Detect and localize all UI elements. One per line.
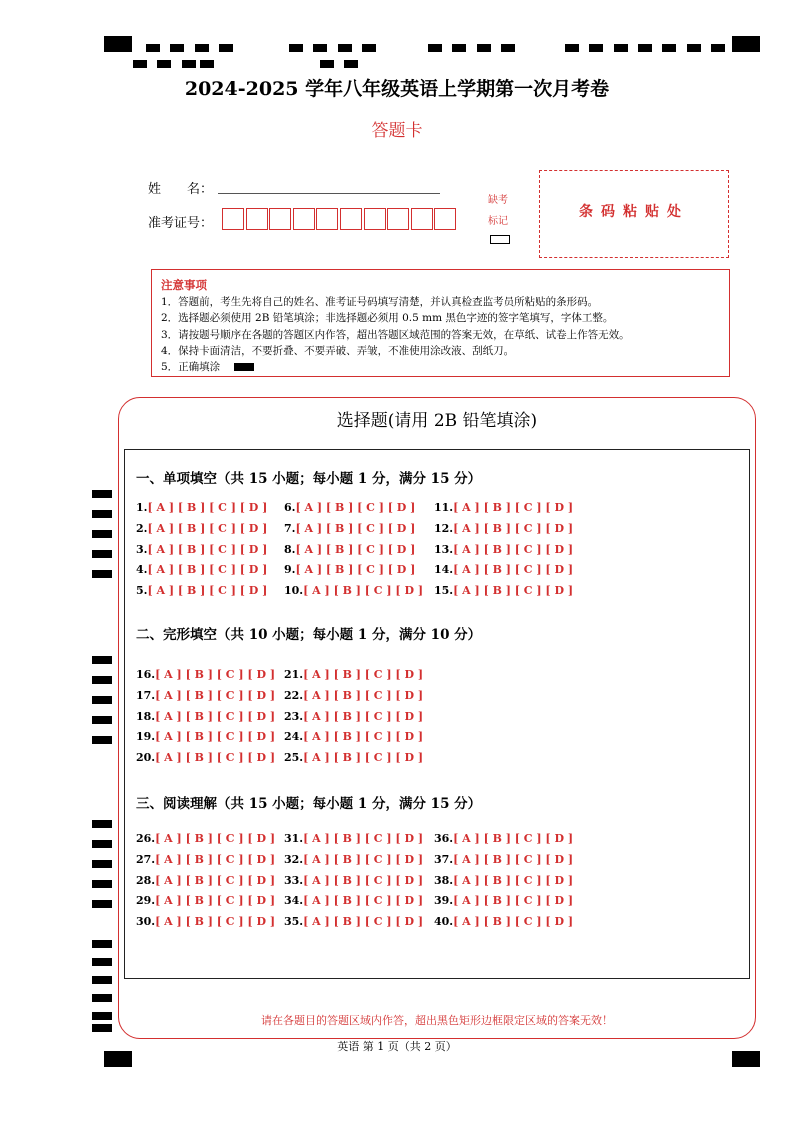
answer-options[interactable]: [ A ] [ B ] [ C ] [ D ] (155, 730, 276, 744)
question-item (136, 730, 275, 743)
question-number: 13. (434, 542, 454, 556)
question-item (136, 710, 275, 723)
timing-mark (92, 656, 112, 664)
question-number: 6. (284, 501, 296, 514)
absent-mark-box[interactable] (490, 235, 510, 244)
question-item (434, 832, 573, 845)
answer-options[interactable]: [ A ] [ B ] [ C ] [ D ] (303, 730, 424, 744)
answer-options[interactable]: [ A ] [ B ] [ C ] [ D ] (453, 894, 574, 908)
answer-options[interactable]: [ A ] [ B ] [ C ] [ D ] (155, 751, 276, 765)
question-number: 39. (434, 894, 454, 908)
question-number: 17. (136, 688, 156, 702)
question-item (136, 689, 275, 702)
answer-options[interactable]: [ A ] [ B ] [ C ] [ D ] (303, 668, 424, 681)
answer-options[interactable]: [ A ] [ B ] [ C ] [ D ] (453, 501, 574, 514)
answer-options[interactable]: [ A ] [ B ] [ C ] [ D ] (303, 832, 424, 845)
question-item (136, 832, 275, 845)
timing-mark (92, 900, 112, 908)
timing-mark (170, 44, 184, 52)
filled-example-mark (234, 363, 254, 371)
answer-options[interactable]: [ A ] [ B ] [ C ] [ D ] (155, 894, 276, 908)
answer-options[interactable]: [ A ] [ B ] [ C ] [ D ] (453, 915, 574, 929)
timing-mark (200, 60, 214, 68)
question-number: 34. (284, 894, 304, 908)
name-field[interactable] (218, 193, 440, 194)
question-item (136, 522, 267, 535)
question-number: 2. (136, 521, 148, 535)
question-number: 26. (136, 832, 156, 845)
timing-mark (219, 44, 233, 52)
answer-options[interactable]: [ A ] [ B ] [ C ] [ D ] (303, 852, 424, 866)
timing-mark (133, 60, 147, 68)
question-item (284, 584, 423, 597)
answer-options[interactable]: [ A ] [ B ] [ C ] [ D ] (453, 521, 574, 535)
timing-mark (92, 490, 112, 498)
timing-mark (92, 696, 112, 704)
question-number: 14. (434, 563, 454, 577)
timing-mark (589, 44, 603, 52)
answer-options[interactable]: [ A ] [ B ] [ C ] [ D ] (453, 852, 574, 866)
question-number: 11. (434, 501, 454, 514)
answer-options[interactable]: [ A ] [ B ] [ C ] [ D ] (453, 832, 574, 845)
question-item (434, 501, 573, 514)
id-digit-box[interactable] (411, 208, 433, 230)
timing-mark (92, 570, 112, 578)
answer-options[interactable]: [ A ] [ B ] [ C ] [ D ] (303, 584, 424, 598)
question-item (284, 894, 423, 907)
question-number: 40. (434, 915, 454, 929)
answer-options[interactable]: [ A ] [ B ] [ C ] [ D ] (303, 751, 424, 765)
question-item (284, 853, 423, 866)
question-number: 27. (136, 852, 156, 866)
notes-title: 注意事项 (161, 278, 207, 292)
answer-options[interactable]: [ A ] [ B ] [ C ] [ D ] (453, 542, 574, 556)
answer-options[interactable]: [ A ] [ B ] [ C ] [ D ] (155, 915, 276, 929)
question-item (284, 501, 415, 514)
question-item (284, 915, 423, 928)
question-number: 8. (284, 542, 296, 556)
answer-options[interactable]: [ A ] [ B ] [ C ] [ D ] (147, 542, 268, 556)
answer-card-subtitle: 答题卡 (371, 121, 423, 141)
question-item (284, 730, 423, 743)
question-item (136, 668, 275, 681)
answer-options[interactable]: [ A ] [ B ] [ C ] [ D ] (295, 563, 416, 577)
absent-label-2: 标记 (488, 216, 508, 227)
id-digit-box[interactable] (269, 208, 291, 230)
answer-options[interactable]: [ A ] [ B ] [ C ] [ D ] (147, 501, 268, 514)
timing-mark (452, 44, 466, 52)
timing-mark (338, 44, 352, 52)
timing-mark (501, 44, 515, 52)
question-item (136, 543, 267, 556)
question-item (284, 874, 423, 887)
timing-mark (428, 44, 442, 52)
timing-mark (92, 994, 112, 1002)
exam-title: 2024-2025 学年八年级英语上学期第一次月考卷 (184, 78, 610, 100)
question-item (136, 751, 275, 764)
question-number: 21. (284, 668, 304, 681)
question-item (284, 668, 423, 681)
question-item (434, 874, 573, 887)
timing-mark (320, 60, 334, 68)
question-item (136, 915, 275, 928)
question-item (136, 874, 275, 887)
answer-options[interactable]: [ A ] [ B ] [ C ] [ D ] (155, 668, 276, 681)
corner-mark-top-right (732, 36, 760, 52)
question-item (434, 915, 573, 928)
timing-mark (362, 44, 376, 52)
answer-options[interactable]: [ A ] [ B ] [ C ] [ D ] (303, 915, 424, 929)
question-item (434, 894, 573, 907)
timing-mark (662, 44, 676, 52)
page-number: 英语 第 1 页（共 2 页） (337, 1040, 457, 1053)
question-item (434, 853, 573, 866)
timing-mark (313, 44, 327, 52)
question-number: 20. (136, 751, 156, 765)
question-number: 23. (284, 709, 304, 723)
question-item (284, 563, 415, 576)
note-item: 2．选择题必须使用 2B 铅笔填涂；非选择题必须用 0.5 mm 黑色字迹的签字笔填写，字体工整。 (161, 312, 614, 325)
id-digit-box[interactable] (340, 208, 362, 230)
timing-mark (344, 60, 358, 68)
question-number: 25. (284, 751, 304, 765)
timing-mark (711, 44, 725, 52)
question-number: 30. (136, 915, 156, 929)
timing-mark (157, 60, 171, 68)
corner-mark-top-left (104, 36, 132, 52)
question-item (284, 689, 423, 702)
answer-options[interactable]: [ A ] [ B ] [ C ] [ D ] (155, 709, 276, 723)
id-label: 准考证号： (148, 216, 214, 231)
answer-options[interactable]: [ A ] [ B ] [ C ] [ D ] (453, 584, 574, 598)
answer-options[interactable]: [ A ] [ B ] [ C ] [ D ] (147, 521, 268, 535)
question-number: 4. (136, 563, 148, 577)
question-item (136, 853, 275, 866)
question-number: 29. (136, 894, 156, 908)
corner-mark-bottom-left (104, 1051, 132, 1067)
question-item (136, 563, 267, 576)
question-number: 33. (284, 873, 304, 887)
id-digit-box[interactable] (434, 208, 456, 230)
answer-options[interactable]: [ A ] [ B ] [ C ] [ D ] (303, 873, 424, 887)
timing-mark (92, 940, 112, 948)
section-title: 一、单项填空（共 15 小题；每小题 1 分，满分 15 分） (136, 471, 482, 487)
timing-mark (92, 716, 112, 724)
question-item (434, 584, 573, 597)
timing-mark (477, 44, 491, 52)
timing-mark (92, 880, 112, 888)
question-number: 31. (284, 832, 304, 845)
id-digit-box[interactable] (387, 208, 409, 230)
timing-mark (146, 44, 160, 52)
timing-mark (92, 958, 112, 966)
question-number: 3. (136, 542, 148, 556)
answer-options[interactable]: [ A ] [ B ] [ C ] [ D ] (453, 563, 574, 577)
answer-options[interactable]: [ A ] [ B ] [ C ] [ D ] (303, 709, 424, 723)
answer-options[interactable]: [ A ] [ B ] [ C ] [ D ] (453, 873, 574, 887)
question-number: 37. (434, 852, 454, 866)
question-item (136, 584, 267, 597)
timing-mark (92, 676, 112, 684)
id-digit-box[interactable] (316, 208, 338, 230)
question-item (284, 543, 415, 556)
timing-mark (614, 44, 628, 52)
answer-options[interactable]: [ A ] [ B ] [ C ] [ D ] (155, 852, 276, 866)
question-item (284, 522, 415, 535)
question-number: 24. (284, 730, 304, 744)
note-correct-fill-label: 5．正确填涂 (161, 361, 221, 374)
timing-mark (92, 1012, 112, 1020)
timing-mark (92, 860, 112, 868)
answer-options[interactable]: [ A ] [ B ] [ C ] [ D ] (155, 873, 276, 887)
question-number: 19. (136, 730, 156, 744)
question-item (434, 563, 573, 576)
timing-mark (92, 736, 112, 744)
question-number: 36. (434, 832, 454, 845)
id-digit-box[interactable] (293, 208, 315, 230)
answer-options[interactable]: [ A ] [ B ] [ C ] [ D ] (303, 894, 424, 908)
timing-mark (565, 44, 579, 52)
timing-mark (687, 44, 701, 52)
barcode-area: 条码粘贴处 (539, 170, 729, 258)
id-digit-box[interactable] (364, 208, 386, 230)
question-item (284, 751, 423, 764)
answer-options[interactable]: [ A ] [ B ] [ C ] [ D ] (155, 688, 276, 702)
question-number: 1. (136, 501, 148, 514)
question-number: 16. (136, 668, 156, 681)
question-number: 5. (136, 584, 148, 598)
timing-mark (638, 44, 652, 52)
timing-mark (92, 820, 112, 828)
question-number: 15. (434, 584, 454, 598)
note-item: 1．答题前，考生先将自己的姓名、准考证号码填写清楚，并认真检查监考员所粘贴的条形码。 (161, 296, 599, 308)
timing-mark (92, 510, 112, 518)
question-number: 38. (434, 873, 454, 887)
answer-options[interactable]: [ A ] [ B ] [ C ] [ D ] (295, 542, 416, 556)
corner-mark-bottom-right (732, 1051, 760, 1067)
answer-options[interactable]: [ A ] [ B ] [ C ] [ D ] (295, 501, 416, 514)
question-number: 32. (284, 852, 304, 866)
note-item: 4．保持卡面清洁，不要折叠、不要弄破、弄皱，不准使用涂改液、刮纸刀。 (161, 344, 515, 357)
id-digit-box[interactable] (246, 208, 268, 230)
answer-options[interactable]: [ A ] [ B ] [ C ] [ D ] (147, 563, 268, 577)
question-number: 28. (136, 873, 156, 887)
timing-mark (195, 44, 209, 52)
question-number: 22. (284, 688, 304, 702)
question-number: 18. (136, 709, 156, 723)
name-label: 姓 名： (148, 182, 214, 197)
timing-mark (92, 530, 112, 538)
id-digit-box[interactable] (222, 208, 244, 230)
note-item (161, 359, 720, 375)
answer-options[interactable]: [ A ] [ B ] [ C ] [ D ] (155, 832, 276, 845)
answer-options[interactable]: [ A ] [ B ] [ C ] [ D ] (303, 688, 424, 702)
answer-options[interactable]: [ A ] [ B ] [ C ] [ D ] (295, 521, 416, 535)
question-item (434, 543, 573, 556)
question-item (284, 832, 423, 845)
question-number: 10. (284, 584, 304, 598)
question-number: 12. (434, 521, 454, 535)
question-item (434, 522, 573, 535)
question-number: 9. (284, 563, 296, 577)
timing-mark (92, 976, 112, 984)
note-item: 3．请按题号顺序在各题的答题区内作答，超出答题区域范围的答案无效，在草纸、试卷上作答无效。 (161, 328, 630, 341)
footer-note: 请在各题目的答题区域内作答，超出黑色矩形边框限定区域的答案无效！ (261, 1014, 613, 1027)
absent-label-1: 缺考 (488, 195, 508, 206)
timing-mark (92, 1024, 112, 1032)
timing-mark (182, 60, 196, 68)
answer-options[interactable]: [ A ] [ B ] [ C ] [ D ] (147, 584, 268, 598)
notes-box (151, 269, 730, 377)
section-title: 二、完形填空（共 10 小题；每小题 1 分，满分 10 分） (136, 627, 482, 643)
question-number: 35. (284, 915, 304, 929)
question-number: 7. (284, 521, 296, 535)
timing-mark (92, 550, 112, 558)
choice-section-title: 选择题(请用 2B 铅笔填涂) (336, 411, 538, 431)
question-item (136, 501, 267, 514)
timing-mark (92, 840, 112, 848)
timing-mark (289, 44, 303, 52)
question-item (136, 894, 275, 907)
question-item (284, 710, 423, 723)
section-title: 三、阅读理解（共 15 小题；每小题 1 分，满分 15 分） (136, 796, 482, 812)
